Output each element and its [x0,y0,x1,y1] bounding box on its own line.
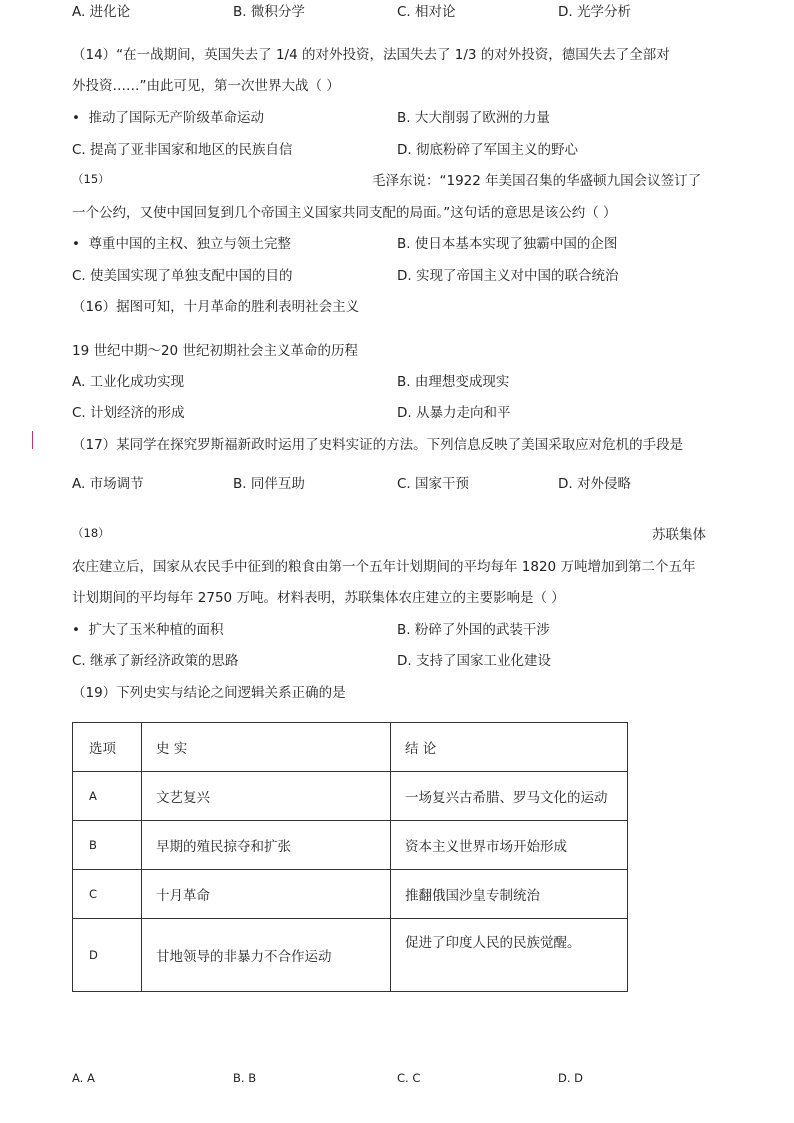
table-cell-key: D [73,919,142,992]
q18-stem-line2: 农庄建立后，国家从农民手中征到的粮食由第一个五年计划期间的平均每年 1820 万吨增加到第二个五年 [72,559,696,575]
q16-option-d: D. 从暴力走向和平 [397,405,511,421]
q18-stem-line3: 计划期间的平均每年 2750 万吨。材料表明，苏联集体农庄建立的主要影响是（ ） [72,590,565,606]
bullet-icon: • [72,236,89,252]
q19-stem-line1: （19）下列史实与结论之间逻辑关系正确的是 [72,685,346,701]
table-cell-conclusion: 资本主义世界市场开始形成 [391,821,628,870]
table-cell-key: B [73,821,142,870]
q15-option-c: C. 使美国实现了单独支配中国的目的 [72,268,293,284]
q17-option-b: B. 同伴互助 [233,476,305,492]
table-cell-conclusion: 一场复兴古希腊、罗马文化的运动 [391,772,628,821]
q15-stem-line1: 毛泽东说：“1922 年美国召集的华盛顿九国会议签订了 [372,173,702,189]
q16-stem-line1: （16）据图可知，十月革命的胜利表明社会主义 [72,299,360,315]
q15-option-a: • 尊重中国的主权、独立与领土完整 [72,236,292,252]
text-cursor-mark [32,431,33,449]
table-cell-fact: 甘地领导的非暴力不合作运动 [142,919,391,992]
q18-stem-line1: 苏联集体 [652,527,706,543]
q18-option-c: C. 继承了新经济政策的思路 [72,653,239,669]
q14-option-a: • 推动了国际无产阶级革命运动 [72,110,265,126]
table-row [73,772,628,821]
table-row [73,919,628,992]
table-cell-key: A [73,772,142,821]
q14-option-c: C. 提高了亚非国家和地区的民族自信 [72,142,293,158]
table-header-fact: 史 实 [142,723,391,772]
table-cell-fact: 文艺复兴 [142,772,391,821]
q14-option-b: B. 大大削弱了欧洲的力量 [397,110,550,126]
q17-option-c: C. 国家干预 [397,476,470,492]
table-cell-conclusion: 推翻俄国沙皇专制统治 [391,870,628,919]
table-header-conclusion: 结 论 [391,723,628,772]
table-row [73,870,628,919]
q19-table [72,722,628,992]
q17-option-d: D. 对外侵略 [558,476,631,492]
q15-number: （15） [72,172,110,186]
table-cell-fact: 早期的殖民掠夺和扩张 [142,821,391,870]
table-cell-conclusion: 促进了印度人民的民族觉醒。 [391,919,628,992]
table-cell-fact: 十月革命 [142,870,391,919]
q19-option-d: D. D [558,1071,584,1085]
table-header-option: 选项 [73,723,142,772]
q17-option-a: A. 市场调节 [72,476,144,492]
q18-number: （18） [72,526,110,540]
q17-stem-line1: （17）某同学在探究罗斯福新政时运用了史料实证的方法。下列信息反映了美国采取应对危机的手段是 [72,437,684,453]
table-cell-key: C [73,870,142,919]
q13-option-c: C. 相对论 [397,4,456,20]
q18-option-a: • 扩大了玉米种植的面积 [72,622,224,638]
q16-option-b: B. 由理想变成现实 [397,374,510,390]
q13-option-b: B. 微积分学 [233,4,305,20]
q16-option-a: A. 工业化成功实现 [72,374,185,390]
q15-option-d: D. 实现了帝国主义对中国的联合统治 [397,268,619,284]
q16-figure-caption: 19 世纪中期～20 世纪初期社会主义革命的历程 [72,343,358,359]
q13-option-d: D. 光学分析 [558,4,631,20]
bullet-icon: • [72,622,89,638]
q18-option-d: D. 支持了国家工业化建设 [397,653,551,669]
q19-option-c: C. C [397,1071,421,1085]
q16-option-c: C. 计划经济的形成 [72,405,185,421]
table-row [73,821,628,870]
bullet-icon: • [72,110,89,126]
q15-option-b: B. 使日本基本实现了独霸中国的企图 [397,236,618,252]
q14-stem-line2: 外投资……”由此可见，第一次世界大战（ ） [72,78,340,94]
q13-option-a: A. 进化论 [72,4,131,20]
q19-option-a: A. A [72,1071,95,1085]
table-header-row [73,723,628,772]
q19-option-b: B. B [233,1071,257,1085]
q14-option-d: D. 彻底粉碎了军国主义的野心 [397,142,578,158]
q15-stem-line2: 一个公约，又使中国回复到几个帝国主义国家共同支配的局面。”这句话的意思是该公约（ ） [72,205,617,221]
q14-stem-line1: （14）“在一战期间，英国失去了 1/4 的对外投资，法国失去了 1/3 的对外投资，德国失去了全部对 [72,47,670,63]
q18-option-b: B. 粉碎了外国的武装干涉 [397,622,550,638]
